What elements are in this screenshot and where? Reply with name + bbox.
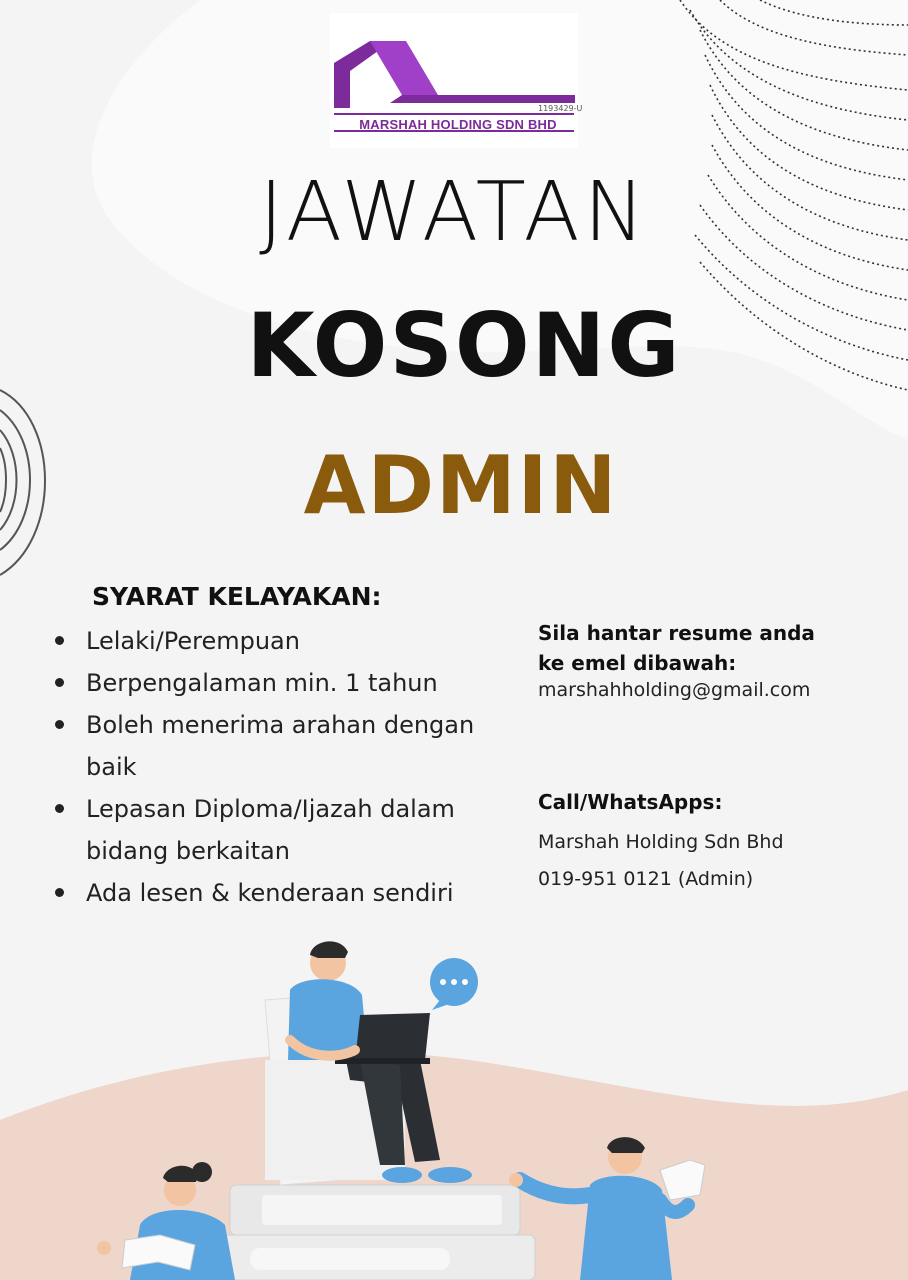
requirement-item: Lelaki/Perempuan: [50, 620, 490, 662]
requirement-item: Boleh menerima arahan dengan baik: [50, 704, 490, 788]
bullet-icon: [55, 804, 64, 813]
logo-company-name: MARSHAH HOLDING SDN BHD: [359, 117, 557, 132]
contact-phone[interactable]: 019-951 0121 (Admin): [538, 868, 754, 890]
call-whatsapp-label: Call/WhatsApps:: [538, 790, 723, 814]
bullet-icon: [55, 678, 64, 687]
requirement-item: Ada lesen & kenderaan sendiri: [50, 872, 490, 914]
requirement-item: Lepasan Diploma/Ijazah dalam bidang berkaitan: [50, 788, 490, 872]
bullet-icon: [55, 888, 64, 897]
bullet-icon: [55, 636, 64, 645]
logo-registration-number: 1193429-U: [538, 104, 583, 113]
headline-position-admin: ADMIN: [303, 439, 619, 532]
requirements-title: SYARAT KELAYAKAN:: [92, 582, 382, 611]
company-logo: [330, 13, 578, 148]
headline-kosong: KOSONG: [246, 294, 682, 397]
headline-jawatan: JAWATAN: [259, 165, 649, 260]
contact-email[interactable]: marshahholding@gmail.com: [538, 679, 811, 701]
resume-instruction: Sila hantar resume anda ke emel dibawah:: [538, 621, 815, 675]
bullet-icon: [55, 720, 64, 729]
requirement-item: Berpengalaman min. 1 tahun: [50, 662, 490, 704]
contact-company-name: Marshah Holding Sdn Bhd: [538, 831, 784, 853]
requirements-list: [50, 620, 490, 914]
